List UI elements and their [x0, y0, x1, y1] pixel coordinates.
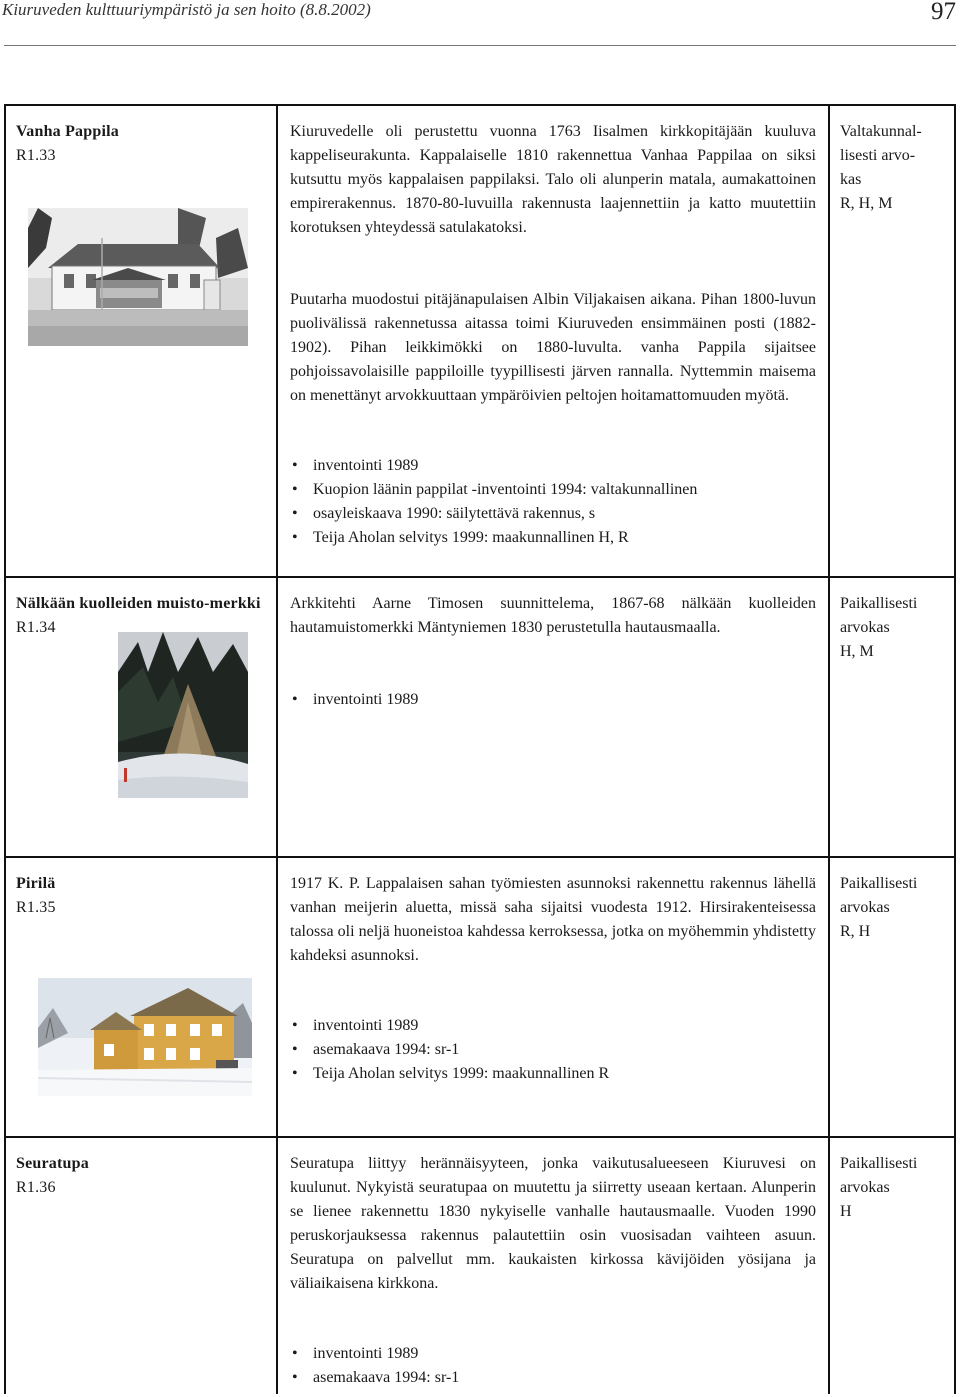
reference-list — [290, 1342, 459, 1390]
entry-value: Paikallisesti arvokas R, H — [840, 875, 918, 940]
list-item: • Teija Aholan selvitys 1999: maakunnallinen R — [290, 1062, 609, 1086]
entry-description: Kiuruvedelle oli perustettu vuonna 1763 Iisalmen kirkkopitäjään kuuluva kappeliseurakunta. Kappalaiselle 1810 rakennettua Vanhaa Pappilaa on siksi kutsuttu myös kappalaisen pappilaksi. Talo oli alunperin matala, aumakattoinen empirerakennus. 1870-80-luvuilla rakennusta laajennettiin ja katto muutettiin korotuksen yhteydessä satulakatoksi. — [290, 123, 816, 236]
entry-row — [4, 1136, 956, 1394]
entry-name-cell — [6, 578, 278, 856]
header-divider — [4, 45, 956, 46]
entry-row — [4, 576, 956, 858]
page-number: 97 — [931, 0, 956, 25]
list-item: • Teija Aholan selvitys 1999: maakunnallinen H, R — [290, 526, 697, 550]
list-item: • inventointi 1989 — [290, 454, 697, 478]
entry-name: Nälkään kuolleiden muisto-merkki R1.34 — [16, 592, 271, 640]
entry-name-cell — [6, 106, 278, 576]
memorial-photo — [118, 632, 248, 798]
entry-description: Arkkitehti Aarne Timosen suunnittelema, 1867-68 nälkään kuolleiden hautamuistomerkki Mäntyniemen 1830 perustetulla hautausmaalla. — [290, 595, 816, 636]
list-item: • osayleiskaava 1990: säilytettävä rakennus, s — [290, 502, 697, 526]
entry-name: Vanha Pappila R1.33 — [16, 120, 119, 168]
reference-list — [290, 454, 697, 550]
list-item: • inventointi 1989 — [290, 1342, 459, 1366]
building-photo — [38, 978, 252, 1096]
reference-list — [290, 688, 418, 712]
list-item: • asemakaava 1994: sr-1 — [290, 1038, 609, 1062]
entry-value: Valtakunnal- lisesti arvo- kas R, H, M — [840, 123, 922, 212]
building-photo — [28, 208, 248, 346]
entry-code: R1.36 — [16, 1179, 56, 1196]
entry-code: R1.33 — [16, 147, 56, 164]
entry-value-cell — [828, 858, 954, 1136]
reference-list — [290, 1014, 609, 1086]
entry-value: Paikallisesti arvokas H — [840, 1155, 918, 1220]
entry-description: Seuratupa liittyy herännäisyyteen, jonka vaikutusalueeseen Kiuruvesi on kuulunut. Nykyistä seuratupaa on muutettu ja siirretty useaan kertaan. Alunperin se lienee rakennettu 1830 nykyiselle vanhalle hautausmaalle. Vuoden 1990 peruskorjauksessa rakennus palautettiin osin vuosisadan vaihteen asuun. Seuratupa on palvellut mm. kaukaisten kirkossa kävijöiden yösijana ja väliaikaisena kirkkona. — [290, 1155, 816, 1292]
entry-name: Seuratupa R1.36 — [16, 1152, 89, 1200]
entry-code: R1.34 — [16, 619, 56, 636]
entry-value: Paikallisesti arvokas H, M — [840, 595, 918, 660]
entry-description: Puutarha muodostui pitäjänapulaisen Albin Viljakaisen aikana. Pihan 1800-luvun puolivälissä rakennetussa aitassa toimi Kiuruveden ensimmäinen posti (1882-1902). Pihan leikkimökki on 1880-luvulta. vanha Pappila sijaitsee pohjoissavolaisille pappiloille tyypillisesti järven rannalla. Nyttemmin maisema on menettänyt arvokkuuttaan ympäröivien peltojen hoitamattomuuden myötä. — [290, 291, 816, 404]
document-title: Kiuruveden kulttuuriympäristö ja sen hoito (8.8.2002) — [2, 0, 371, 19]
list-item: • Kuopion läänin pappilat -inventointi 1994: valtakunnallinen — [290, 478, 697, 502]
entry-name-cell — [6, 1138, 278, 1394]
entry-description: 1917 K. P. Lappalaisen sahan työmiesten asunnoksi rakennettu rakennus lähellä vanhan meijerin aluetta, missä saha sijaitsi vuodesta 1912. Hirsirakenteisessa talossa oli neljä huoneistoa kahdessa kerroksessa, jotka on myöhemmin yhdistetty kahdeksi asunnoksi. — [290, 875, 816, 964]
page-header — [0, 0, 960, 46]
entry-code: R1.35 — [16, 899, 56, 916]
list-item: • inventointi 1989 — [290, 1014, 609, 1038]
entry-name-cell — [6, 858, 278, 1136]
entry-value-cell — [828, 106, 954, 576]
entry-value-cell — [828, 578, 954, 856]
list-item: • inventointi 1989 — [290, 688, 418, 712]
entry-value-cell — [828, 1138, 954, 1394]
entry-name: Pirilä R1.35 — [16, 872, 56, 920]
entry-row — [4, 856, 956, 1138]
entry-row — [4, 104, 956, 578]
list-item: • asemakaava 1994: sr-1 — [290, 1366, 459, 1390]
